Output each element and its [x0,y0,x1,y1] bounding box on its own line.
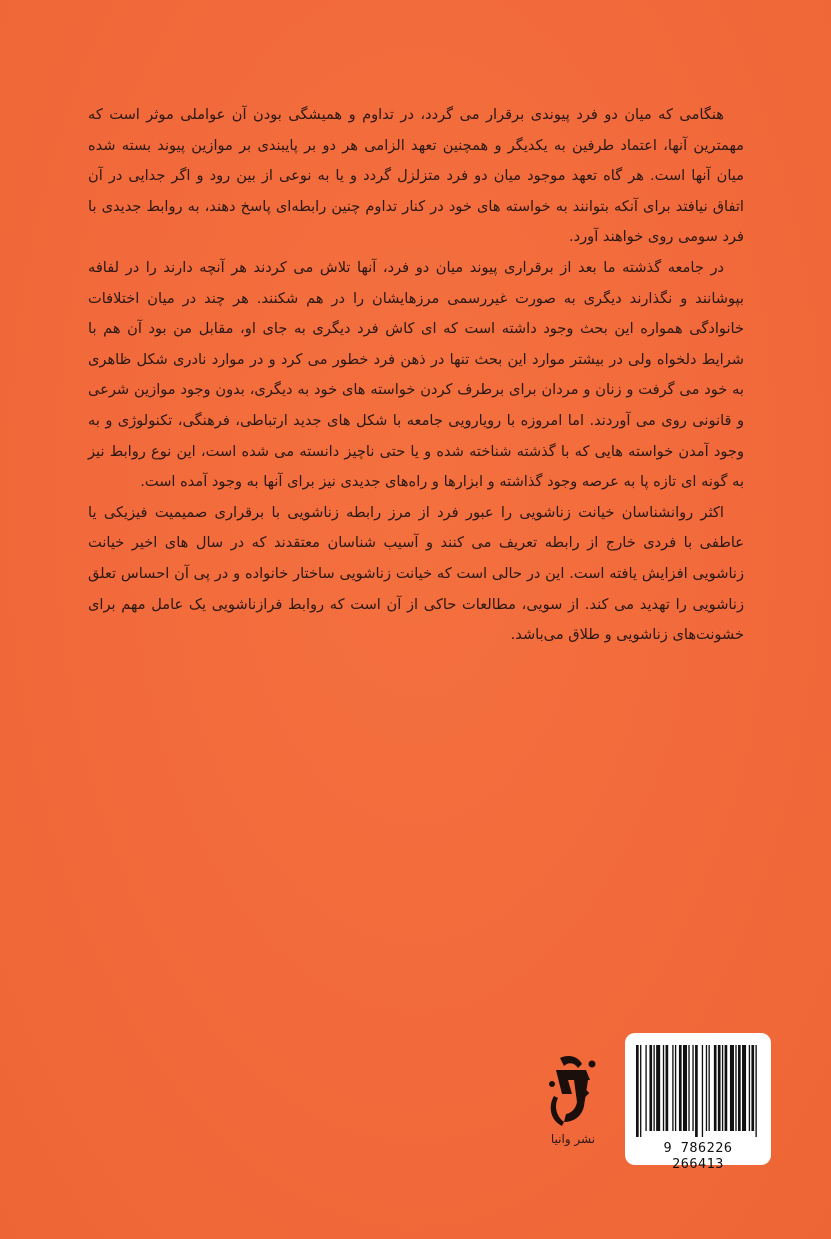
barcode-bar [683,1045,687,1131]
barcode-bar [755,1045,756,1137]
barcode-bars [635,1045,761,1137]
barcode-bar [725,1045,728,1131]
barcode-bar [708,1045,709,1131]
barcode-bar [749,1045,750,1131]
barcode-bar [636,1045,639,1137]
barcode-bar [695,1045,698,1137]
barcode-bar [675,1045,676,1131]
barcode-bar [742,1045,746,1131]
barcode-bar [714,1045,717,1131]
barcode-bar [640,1045,641,1137]
barcode-bar [666,1045,669,1131]
barcode-bar [663,1045,664,1131]
barcode-bar [656,1045,660,1131]
barcode-bar [718,1045,721,1131]
barcode-bar [722,1045,723,1131]
barcode-bar [738,1045,741,1131]
publisher-logo-icon [538,1050,608,1130]
isbn-barcode [625,1033,771,1172]
barcode-bar [653,1045,654,1131]
barcode-bar [649,1045,652,1131]
blurb-paragraph-3: اکثر روانشناسان خیانت زناشویی را عبور فرد از مرز رابطه زناشویی با برقراری صمیمیت فیزیکی یا عاطفی با فردی خارج از رابطه تعریف می کنند و آسیب شناسان معتقدند که در سال های اخیر خیانت زناشویی افزایش یافته است. این در حالی است که خیانت زناشویی ساختار خانواده و در پی آن احساس تعلق زناشویی را تهدید می کند. از سویی، مطالعات حاکی از آن است که روابط فرازناشویی یک عامل مهم برای خشونت‌های زناشویی و طلاق می‌باشد. [88,503,744,644]
barcode-bar [679,1045,682,1131]
barcode-bar [751,1045,754,1131]
publisher-logo [538,1050,608,1160]
blurb-paragraph-2: در جامعه گذشته ما بعد از برقراری پیوند میان دو فرد، آنها تلاش می کردند هر آنچه دارند را در لفافه بپوشانند و نگذارند دیگری به صورت غیررسمی مرزهایشان را در هم شکنند. هر چند در میان اختلافات خانوادگی همواره این بحث وجود داشته است که ای کاش فرد دیگری به جای او، مقابل من بود آن هم با شرایط دلخواه ولی در بیشتر موارد این بحث تنها در ذهن فرد خطور می کرد و در موارد نادری شکل ظاهری به خود می گرفت و زنان و مردان برای برطرف کردن خواسته های خود به دیگری، بدون وجود موازین شرعی و قانونی روی می آوردند. اما امروزه با رویارویی جامعه با شکل های جدید ارتباطی، فرهنگی، تکنولوژی و به وجود آمدن خواسته هایی که با گذشته شناخته شده و یا حتی ناچیز دانسته می شده است، این نوع روابط نیز به گونه ای تازه پا به عرصه وجود گذاشته و ابزارها و راه‌های جدیدی نیز برای آنها به وجود آمده است. [88,258,744,491]
barcode-bar [688,1045,689,1131]
barcode-bar [692,1045,693,1131]
barcode-bar [702,1045,703,1137]
barcode-bar [730,1045,734,1131]
barcode-bar [735,1045,736,1131]
barcode-bar [706,1045,707,1131]
barcode-bar [645,1045,646,1131]
blurb-paragraph-1: هنگامی که میان دو فرد پیوندی برقرار می گردد، در تداوم و همیشگی بودن آن عواملی موثر است که مهمترین آنها، اعتماد طرفین به یکدیگر و همچنین تعهد الزامی هر دو بر پایبندی بر موازین پیوند بسته شده میان آنها است. هر گاه تعهد موجود میان دو فرد متزلزل گردد و یا به نوعی از بین رود و اگر جدایی در آن اتفاق نیافتد برای آنکه بتوانند به خواسته های خود در کنار تداوم چنین رابطه‌ای پاسخ دهند، به روابط جدیدی با فرد سومی روی خواهند آورد. [88,106,744,246]
publisher-name: نشر وانیا [550,1132,596,1146]
barcode-bar [672,1045,673,1131]
blurb-text [88,100,744,651]
isbn-number: 9 786226 266413 [663,1140,733,1172]
